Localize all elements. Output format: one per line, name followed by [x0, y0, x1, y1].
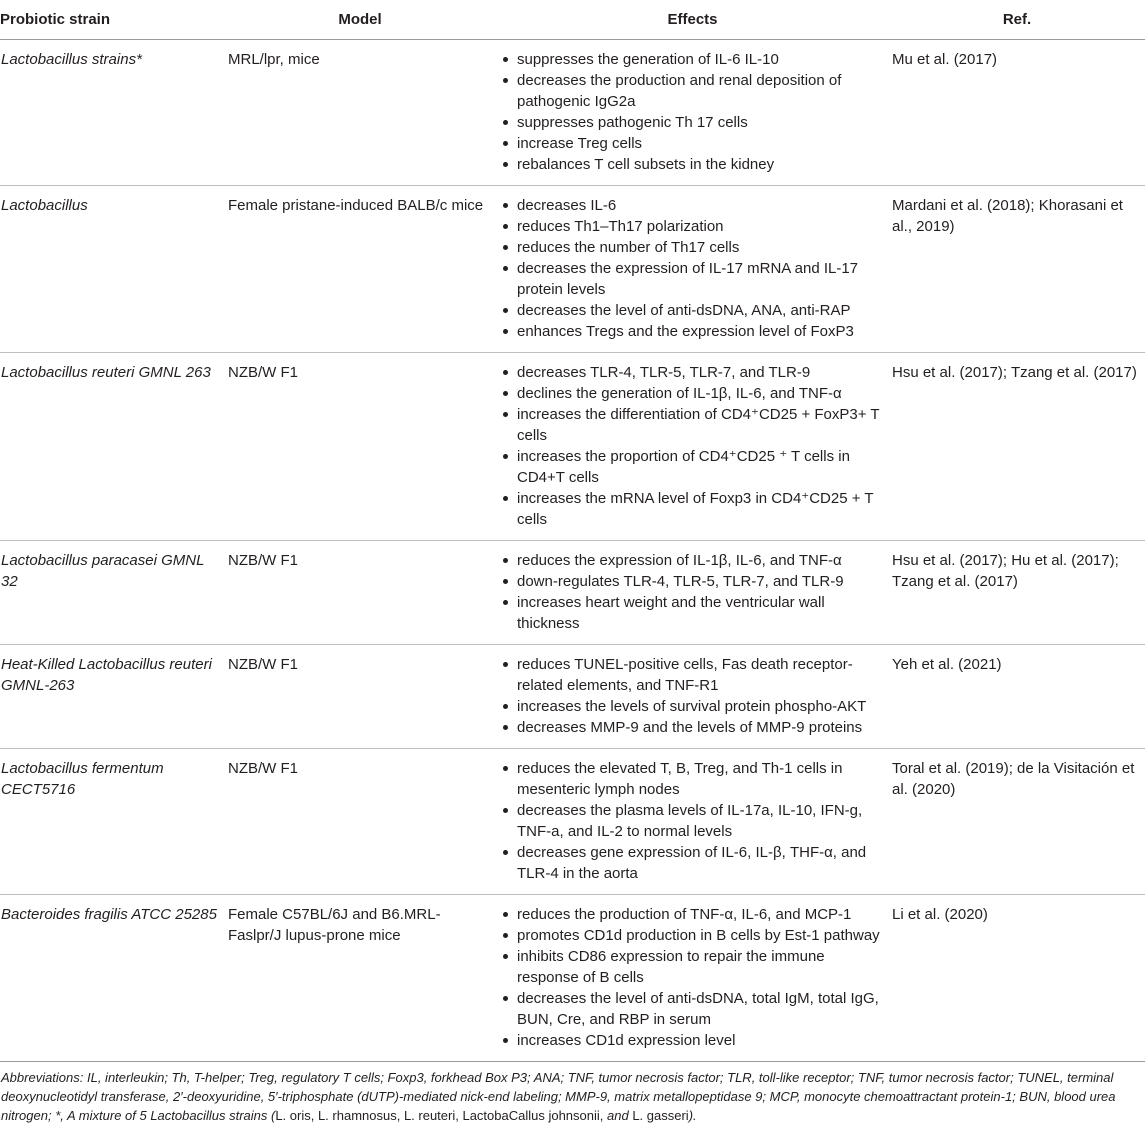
cell-probiotic-strain: Lactobacillus	[0, 186, 224, 353]
table-row	[0, 186, 1145, 353]
cell-effects	[496, 895, 889, 1062]
effect-item: declines the generation of IL-1β, IL-6, and TNF-α	[500, 383, 885, 404]
table-body	[0, 40, 1145, 1062]
effect-item: reduces the expression of IL-1β, IL-6, and TNF-α	[500, 550, 885, 571]
effect-item: decreases the expression of IL-17 mRNA and IL-17 protein levels	[500, 258, 885, 300]
table-row	[0, 541, 1145, 645]
effect-item: decreases MMP-9 and the levels of MMP-9 proteins	[500, 717, 885, 738]
effect-item: reduces Th1–Th17 polarization	[500, 216, 885, 237]
effect-item: inhibits CD86 expression to repair the immune response of B cells	[500, 946, 885, 988]
effects-list	[500, 362, 885, 530]
cell-ref: Li et al. (2020)	[889, 895, 1145, 1062]
effect-item: increases CD1d expression level	[500, 1030, 885, 1051]
table-row	[0, 353, 1145, 541]
effect-item: reduces the number of Th17 cells	[500, 237, 885, 258]
cell-probiotic-strain: Lactobacillus paracasei GMNL 32	[0, 541, 224, 645]
effect-item: increases heart weight and the ventricular wall thickness	[500, 592, 885, 634]
effect-item: rebalances T cell subsets in the kidney	[500, 154, 885, 175]
table-row	[0, 645, 1145, 749]
footnote-end: ).	[688, 1108, 697, 1123]
cell-effects	[496, 749, 889, 895]
effect-item: suppresses pathogenic Th 17 cells	[500, 112, 885, 133]
effect-item: reduces the elevated T, B, Treg, and Th-1 cells in mesenteric lymph nodes	[500, 758, 885, 800]
footnote-abbreviations: Abbreviations: IL, interleukin; Th, T-helper; Treg, regulatory T cells; Foxp3, forkhead Box P3; ANA; TNF, tumor necrosis factor; TLR, toll-like receptor; TNF, tumor necrosis factor; TUNEL, terminal deoxynucleotidyl transferase, 2′-deoxyuridine, 5′-triphosphate (dUTP)-mediated nick-end labeling; MMP-9, matrix metallopeptidase 9; MCP, monocyte chemoattractant protein-1; BUN, blood urea nitrogen; *, A mixture of 5 Lactobacillus strains (	[1, 1070, 1116, 1123]
cell-probiotic-strain: Lactobacillus strains*	[0, 40, 224, 186]
effects-list	[500, 758, 885, 884]
effect-item: reduces the production of TNF-α, IL-6, and MCP-1	[500, 904, 885, 925]
cell-ref: Hsu et al. (2017); Tzang et al. (2017)	[889, 353, 1145, 541]
cell-model: NZB/W F1	[224, 749, 496, 895]
cell-effects	[496, 40, 889, 186]
cell-probiotic-strain: Heat-Killed Lactobacillus reuteri GMNL-263	[0, 645, 224, 749]
cell-probiotic-strain: Bacteroides fragilis ATCC 25285	[0, 895, 224, 1062]
cell-ref: Toral et al. (2019); de la Visitación et al. (2020)	[889, 749, 1145, 895]
cell-ref: Mu et al. (2017)	[889, 40, 1145, 186]
table-header-row	[0, 0, 1145, 40]
effect-item: increase Treg cells	[500, 133, 885, 154]
effect-item: increases the differentiation of CD4⁺CD25 + FoxP3+ T cells	[500, 404, 885, 446]
cell-effects	[496, 186, 889, 353]
effects-list	[500, 654, 885, 738]
cell-model: Female C57BL/6J and B6.MRL-Faslpr/J lupus-prone mice	[224, 895, 496, 1062]
footnote-last-strain: L. gasseri	[632, 1108, 689, 1123]
cell-ref: Mardani et al. (2018); Khorasani et al., 2019)	[889, 186, 1145, 353]
table-row	[0, 895, 1145, 1062]
cell-model: NZB/W F1	[224, 353, 496, 541]
table-footnote	[1, 1068, 1141, 1125]
cell-effects	[496, 541, 889, 645]
footnote-and: and	[603, 1108, 633, 1123]
header-effects: Effects	[496, 0, 889, 40]
effect-item: decreases the level of anti-dsDNA, total IgM, total IgG, BUN, Cre, and RBP in serum	[500, 988, 885, 1030]
table-row	[0, 40, 1145, 186]
effect-item: down-regulates TLR-4, TLR-5, TLR-7, and TLR-9	[500, 571, 885, 592]
cell-effects	[496, 353, 889, 541]
effect-item: decreases the plasma levels of IL-17a, IL-10, IFN-g, TNF-a, and IL-2 to normal levels	[500, 800, 885, 842]
cell-model: NZB/W F1	[224, 541, 496, 645]
effect-item: decreases TLR-4, TLR-5, TLR-7, and TLR-9	[500, 362, 885, 383]
effect-item: decreases the level of anti-dsDNA, ANA, anti-RAP	[500, 300, 885, 321]
header-model: Model	[224, 0, 496, 40]
cell-probiotic-strain: Lactobacillus reuteri GMNL 263	[0, 353, 224, 541]
effect-item: enhances Tregs and the expression level of FoxP3	[500, 321, 885, 342]
effects-list	[500, 195, 885, 342]
effect-item: increases the proportion of CD4⁺CD25 ⁺ T cells in CD4+T cells	[500, 446, 885, 488]
effect-item: decreases IL-6	[500, 195, 885, 216]
cell-model: NZB/W F1	[224, 645, 496, 749]
effect-item: suppresses the generation of IL-6 IL-10	[500, 49, 885, 70]
header-probiotic-strain: Probiotic strain	[0, 0, 224, 40]
effect-item: decreases gene expression of IL-6, IL-β, THF-α, and TLR-4 in the aorta	[500, 842, 885, 884]
cell-ref: Hsu et al. (2017); Hu et al. (2017); Tzang et al. (2017)	[889, 541, 1145, 645]
header-ref: Ref.	[889, 0, 1145, 40]
effect-item: increases the mRNA level of Foxp3 in CD4⁺CD25 + T cells	[500, 488, 885, 530]
effects-list	[500, 550, 885, 634]
cell-probiotic-strain: Lactobacillus fermentum CECT5716	[0, 749, 224, 895]
effects-list	[500, 49, 885, 175]
effect-item: promotes CD1d production in B cells by Est-1 pathway	[500, 925, 885, 946]
effect-item: decreases the production and renal deposition of pathogenic IgG2a	[500, 70, 885, 112]
cell-ref: Yeh et al. (2021)	[889, 645, 1145, 749]
cell-effects	[496, 645, 889, 749]
table-row	[0, 749, 1145, 895]
footnote-strain-list: L. oris, L. rhamnosus, L. reuteri, LactobaCallus johnsonii,	[275, 1108, 604, 1123]
effects-list	[500, 904, 885, 1051]
cell-model: Female pristane-induced BALB/c mice	[224, 186, 496, 353]
cell-model: MRL/lpr, mice	[224, 40, 496, 186]
effect-item: increases the levels of survival protein phospho-AKT	[500, 696, 885, 717]
effect-item: reduces TUNEL-positive cells, Fas death receptor-related elements, and TNF-R1	[500, 654, 885, 696]
